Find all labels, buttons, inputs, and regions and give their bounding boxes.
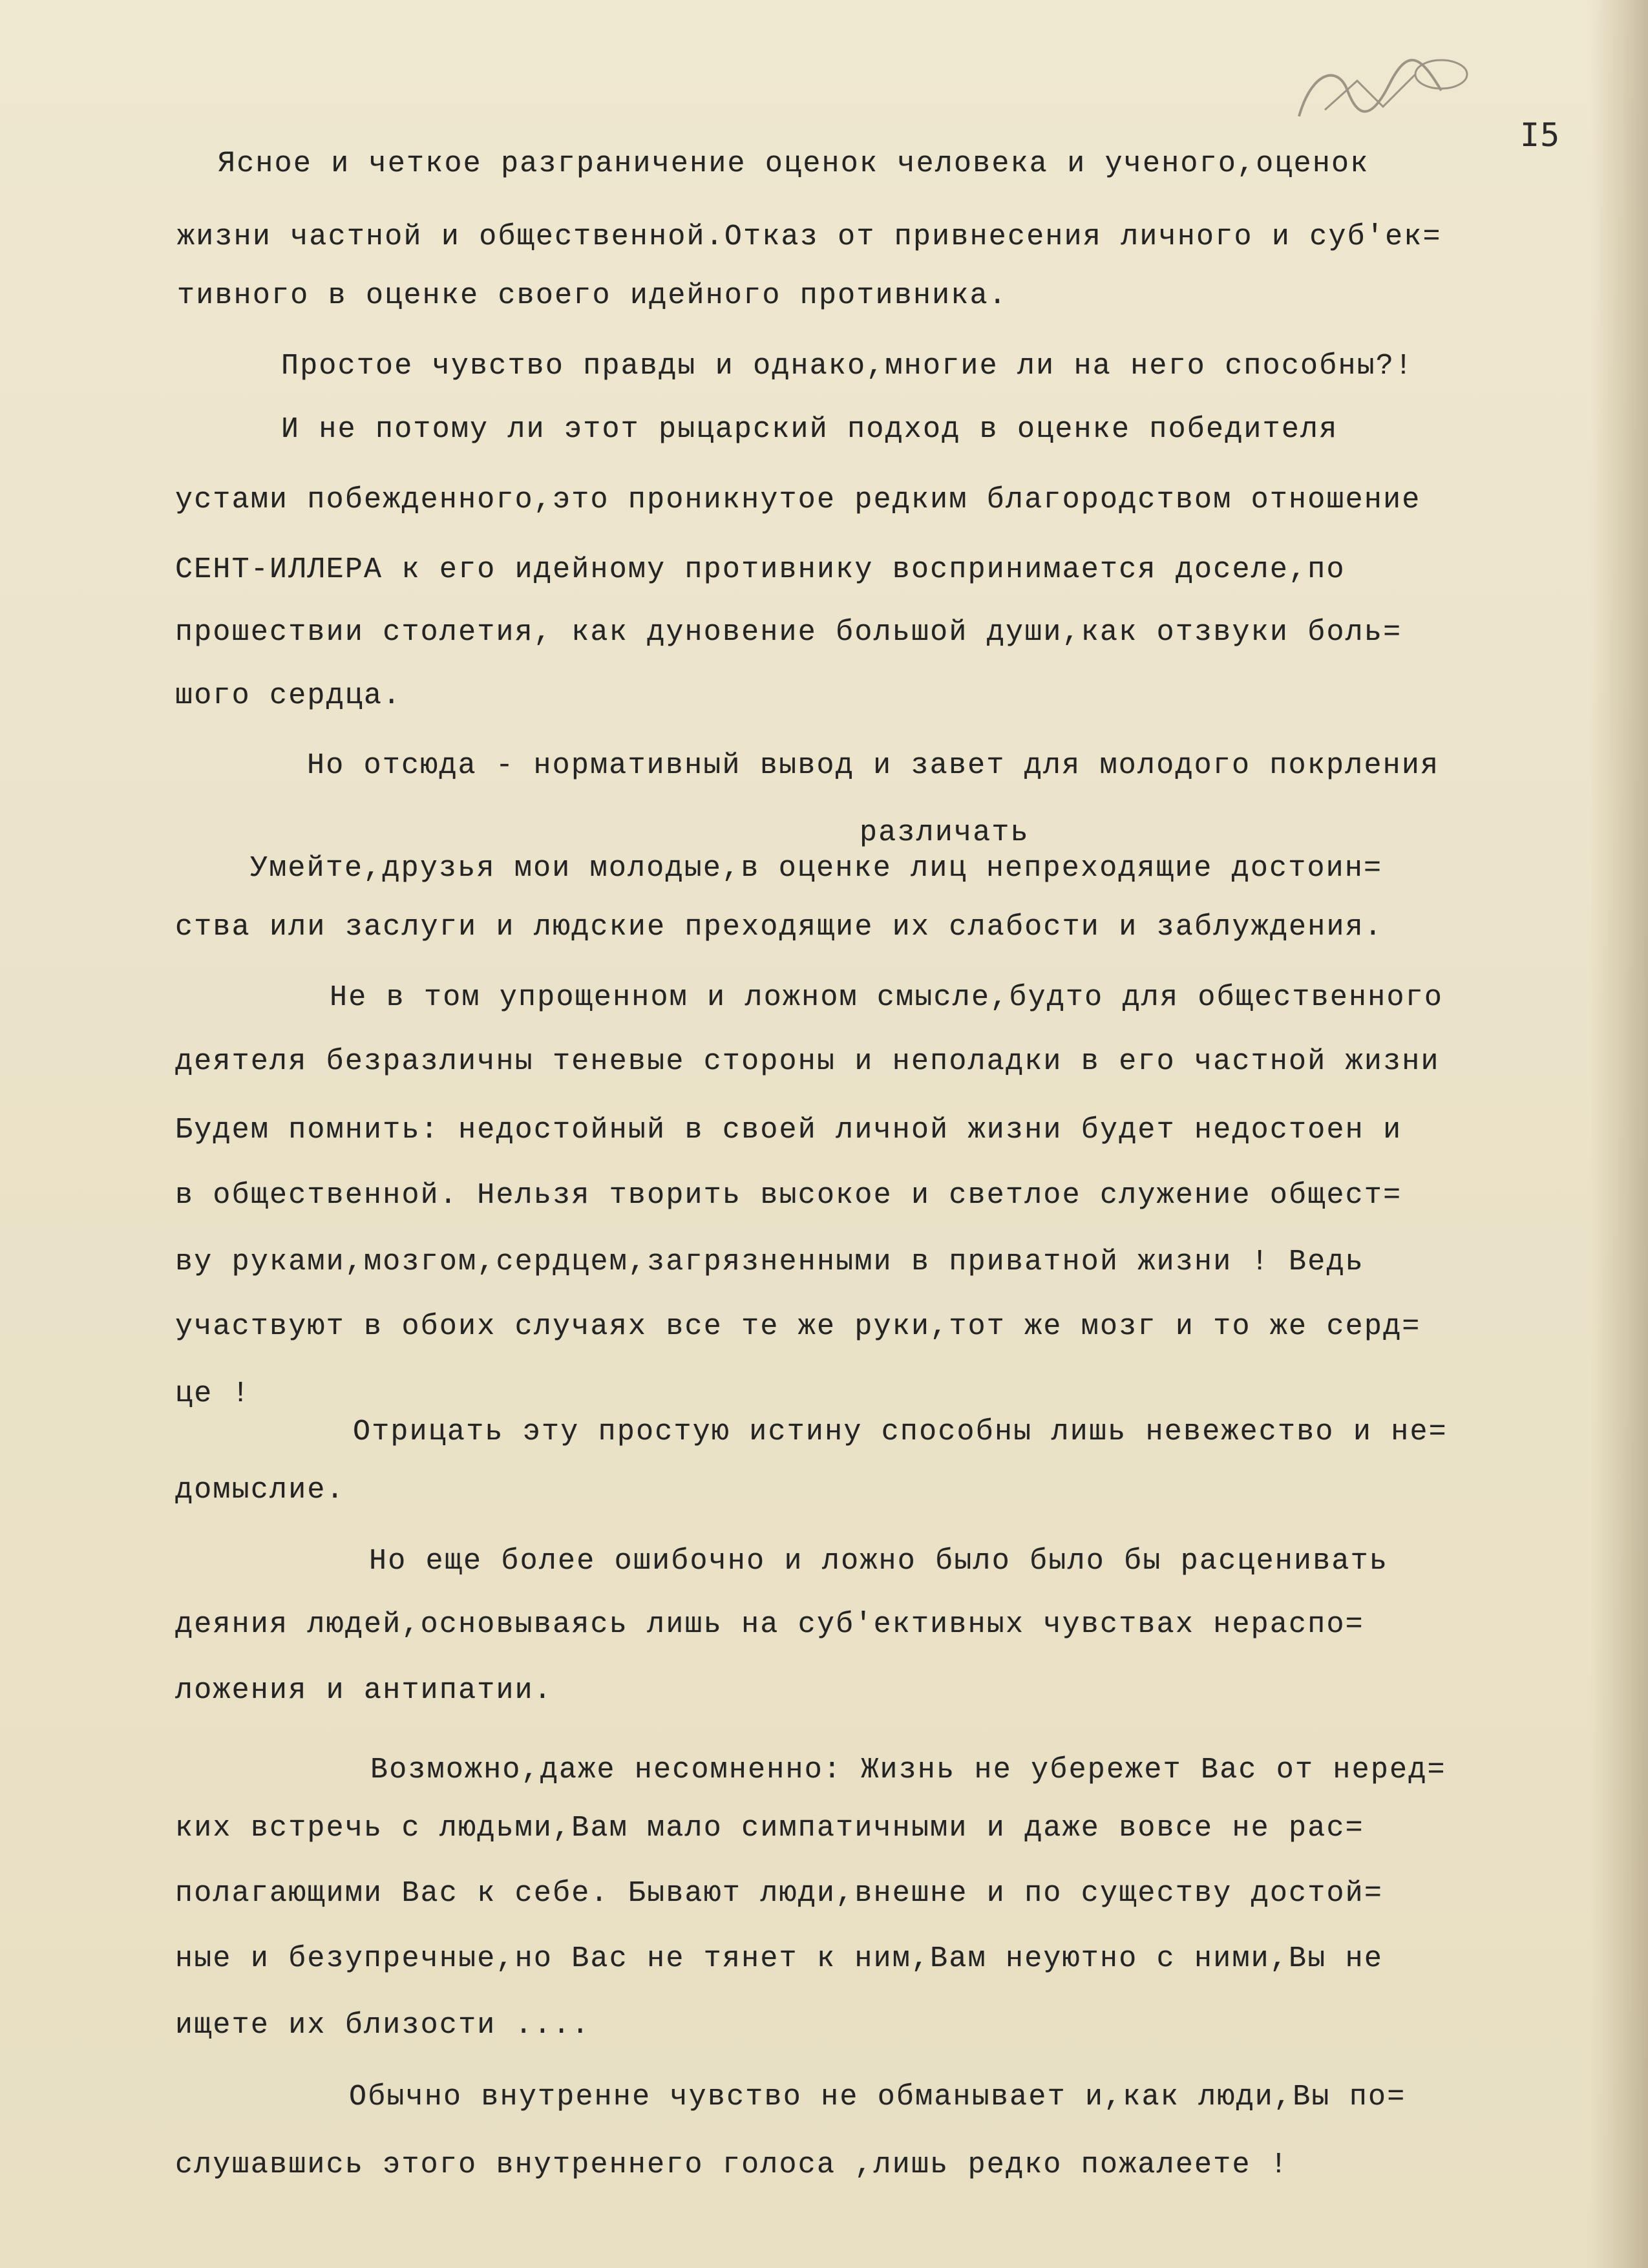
text-line-insertion: различать (860, 816, 1030, 849)
text-line: шого сердца. (175, 679, 402, 712)
paper-edge-shadow (1590, 0, 1648, 2268)
text-line: ства или заслуги и людские преходящие их слабости и заблуждения. (175, 911, 1384, 944)
text-line: ложения и антипатии. (175, 1674, 553, 1707)
text-line: жизни частной и общественной.Отказ от привнесения личного и суб'ек= (177, 220, 1442, 253)
page-number: I5 (1520, 116, 1561, 154)
text-line: Отрицать эту простую истину способны лишь невежество и не= (353, 1415, 1448, 1448)
text-line: слушавшись этого внутреннего голоса ,лишь редко пожалеете ! (175, 2148, 1289, 2181)
text-line: устами побежденного,это проникнутое редким благородством отношение (175, 483, 1421, 516)
text-line: Обычно внутренне чувство не обманывает и,как люди,Вы по= (349, 2081, 1406, 2114)
text-line: Возможно,даже несомненно: Жизнь не убережет Вас от неред= (370, 1754, 1446, 1786)
text-line: це ! (175, 1377, 251, 1410)
text-line: участвуют в обоих случаях все те же руки,тот же мозг и то же серд= (175, 1310, 1421, 1343)
text-line: тивного в оценке своего идейного противника. (177, 279, 1008, 312)
text-line: И не потому ли этот рыцарский подход в оценке победителя (281, 413, 1338, 446)
text-line: Будем помнить: недостойный в своей личной жизни будет недостоен и (175, 1114, 1402, 1147)
text-line: Умейте,друзья мои молодые,в оценке лиц непреходящие достоин= (250, 852, 1383, 885)
text-line: деятеля безразличны теневые стороны и неполадки в его частной жизни (175, 1045, 1440, 1078)
text-line: СЕНТ-ИЛЛЕРА к его идейному противнику воспринимается доселе,по (175, 553, 1346, 586)
text-line: Но еще более ошибочно и ложно было было бы расценивать (369, 1545, 1389, 1578)
text-line: ные и безупречные,но Вас не тянет к ним,Вам неуютно с ними,Вы не (175, 1942, 1384, 1975)
text-line: Ясное и четкое разграничение оценок человека и ученого,оценок (218, 147, 1369, 180)
text-line: деяния людей,основываясь лишь на суб'ективных чувствах нераспо= (175, 1608, 1364, 1641)
text-line: в общественной. Нельзя творить высокое и светлое служение общест= (175, 1179, 1402, 1212)
text-line: домыслие. (175, 1474, 345, 1507)
text-line: ву руками,мозгом,сердцем,загрязненными в приватной жизни ! Ведь (175, 1245, 1364, 1278)
archive-stamp-mark (1286, 45, 1480, 142)
text-line: прошествии столетия, как дуновение большой души,как отзвуки боль= (175, 616, 1402, 649)
text-line: ищете их близости .... (175, 2009, 591, 2042)
text-line: полагающими Вас к себе. Бывают люди,внешне и по существу достой= (175, 1877, 1384, 1910)
text-line: Простое чувство правды и однако,многие ли на него способны?! (281, 350, 1414, 383)
text-line: ких встречь с людьми,Вам мало симпатичными и даже вовсе не рас= (175, 1812, 1364, 1845)
text-line: Не в том упрощенном и ложном смысле,будто для общественного (330, 981, 1444, 1014)
text-line: Но отсюда - нормативный вывод и завет для молодого покрления (307, 749, 1440, 782)
